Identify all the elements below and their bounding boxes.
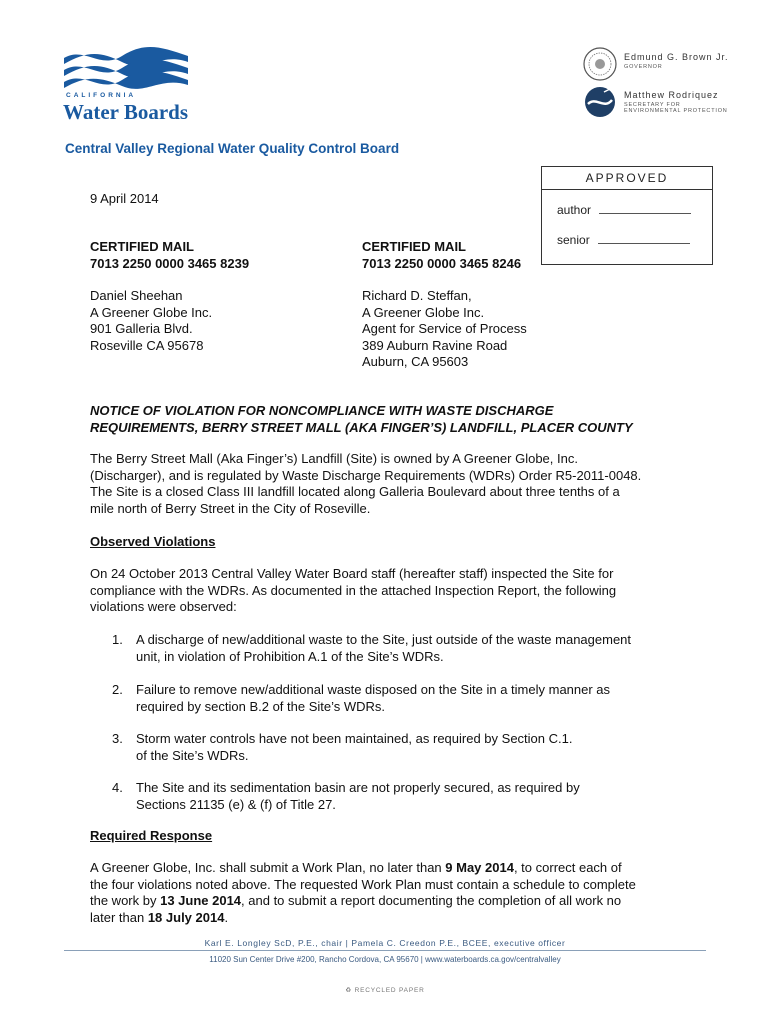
logo-california-text: CALIFORNIA xyxy=(66,92,137,99)
observed-violations-heading: Observed Violations xyxy=(90,534,216,549)
secretary-name: Matthew Rodriquez xyxy=(624,90,719,100)
paragraph-line: later than 18 July 2014. xyxy=(90,909,229,925)
paragraph-line: the four violations noted above. The requested Work Plan must contain a schedule to complete xyxy=(90,876,636,892)
paragraph-line: A Greener Globe, Inc. shall submit a Work Plan, no later than 9 May 2014, to correct each of xyxy=(90,860,622,875)
author-signature-line xyxy=(599,205,691,214)
violation-text-line: The Site and its sedimentation basin are not properly secured, as required by xyxy=(136,780,580,795)
violation-item xyxy=(112,780,712,815)
logo-water-boards-text: Water Boards xyxy=(63,100,189,124)
deadline-report: 18 July 2014 xyxy=(147,909,225,925)
address-line: Agent for Service of Process xyxy=(362,321,527,336)
deadline-work-plan: 9 May 2014 xyxy=(445,860,514,875)
left-mail-label: CERTIFIED MAIL xyxy=(90,239,194,254)
violation-text-line: Failure to remove new/additional waste disposed on the Site in a timely manner as xyxy=(136,682,611,697)
subject-line-1: NOTICE OF VIOLATION FOR NONCOMPLIANCE WITH WASTE DISCHARGE xyxy=(90,403,554,418)
violation-number: 4. xyxy=(112,780,123,795)
address-line: A Greener Globe Inc. xyxy=(362,304,485,320)
governor-name: Edmund G. Brown Jr. xyxy=(624,52,729,62)
violation-text-line: required by section B.2 of the Site’s WDRs. xyxy=(136,698,386,714)
footer-officers: Karl E. Longley ScD, P.E., chair | Pamela C. Creedon P.E., BCEE, executive officer xyxy=(204,938,566,948)
senior-label: senior xyxy=(557,233,590,247)
recycled-paper-note: ♻ RECYCLED PAPER xyxy=(345,987,425,994)
violation-item xyxy=(112,731,712,766)
right-mail-number: 7013 2250 0000 3465 8246 xyxy=(362,256,522,271)
wave-icon xyxy=(60,44,195,94)
water-boards-logo xyxy=(60,44,195,124)
letter-date: 9 April 2014 xyxy=(90,191,159,206)
secretary-title-line2: ENVIRONMENTAL PROTECTION xyxy=(624,108,728,114)
state-seal-icon xyxy=(582,46,618,82)
address-line: A Greener Globe Inc. xyxy=(90,304,213,320)
approved-stamp-box xyxy=(541,166,713,265)
paragraph-line: compliance with the WDRs. As documented in the attached Inspection Report, the following xyxy=(90,582,617,598)
address-line: Roseville CA 95678 xyxy=(90,337,204,353)
address-line: 389 Auburn Ravine Road xyxy=(362,337,508,353)
officials-block xyxy=(580,46,750,121)
violation-number: 2. xyxy=(112,682,123,697)
violation-item xyxy=(112,632,712,667)
violation-number: 1. xyxy=(112,632,123,647)
board-name: Central Valley Regional Water Quality Control Board xyxy=(65,141,400,156)
paragraph-line: violations were observed: xyxy=(90,599,237,614)
intro-paragraph xyxy=(90,451,641,517)
violation-item xyxy=(112,682,712,717)
approved-title: APPROVED xyxy=(585,171,669,185)
violation-text-line: Sections 21135 (e) & (f) of Title 27. xyxy=(136,796,336,812)
observed-intro-paragraph xyxy=(90,566,616,616)
paragraph-line: the work by 13 June 2014, and to submit a report documenting the completion of all work no xyxy=(90,893,622,908)
address-line: Auburn, CA 95603 xyxy=(362,354,469,369)
address-line: Daniel Sheehan xyxy=(90,288,183,303)
violation-text-line: unit, in violation of Prohibition A.1 of the Site’s WDRs. xyxy=(136,648,444,664)
right-mail-label: CERTIFIED MAIL xyxy=(362,239,466,254)
paragraph-line: The Berry Street Mall (Aka Finger’s) Landfill (Site) is owned by A Greener Globe, Inc. xyxy=(90,451,578,466)
author-label: author xyxy=(557,203,592,217)
footer-divider xyxy=(64,950,706,951)
recycle-icon: ♻ xyxy=(345,987,355,994)
violation-text-line: of the Site’s WDRs. xyxy=(136,747,249,763)
address-line: 901 Galleria Blvd. xyxy=(90,321,193,336)
right-address xyxy=(362,288,527,371)
approved-author-row xyxy=(557,203,691,217)
governor-title: GOVERNOR xyxy=(624,64,663,70)
approved-senior-row xyxy=(557,233,690,247)
paragraph-line: The Site is a closed Class III landfill located along Galleria Boulevard about three tenths of a xyxy=(90,484,620,499)
violation-text-line: A discharge of new/additional waste to the Site, just outside of the waste management xyxy=(136,632,632,647)
violation-number: 3. xyxy=(112,731,123,746)
senior-signature-line xyxy=(598,235,690,244)
calepa-logo-icon xyxy=(582,84,618,120)
secretary-title-line1: SECRETARY FOR xyxy=(624,102,681,108)
approved-divider xyxy=(542,189,712,190)
paragraph-line: mile north of Berry Street in the City of Roseville. xyxy=(90,500,371,516)
deadline-work-completion: 13 June 2014 xyxy=(160,893,242,908)
violation-text-line: Storm water controls have not been maintained, as required by Section C.1. xyxy=(136,731,573,746)
footer-address: 11020 Sun Center Drive #200, Rancho Cordova, CA 95670 | www.waterboards.ca.gov/centralvalley xyxy=(209,955,561,964)
required-response-heading: Required Response xyxy=(90,828,213,843)
address-line: Richard D. Steffan, xyxy=(362,288,472,303)
paragraph-line: (Discharger), and is regulated by Waste Discharge Requirements (WDRs) Order R5-2011-0048. xyxy=(90,467,642,483)
left-mail-number: 7013 2250 0000 3465 8239 xyxy=(90,256,250,271)
required-response-paragraph xyxy=(90,860,636,926)
left-address xyxy=(90,288,212,354)
paragraph-line: On 24 October 2013 Central Valley Water Board staff (hereafter staff) inspected the Site for xyxy=(90,566,614,581)
subject-line-2: REQUIREMENTS, BERRY STREET MALL (AKA FINGER’S) LANDFILL, PLACER COUNTY xyxy=(90,420,633,435)
